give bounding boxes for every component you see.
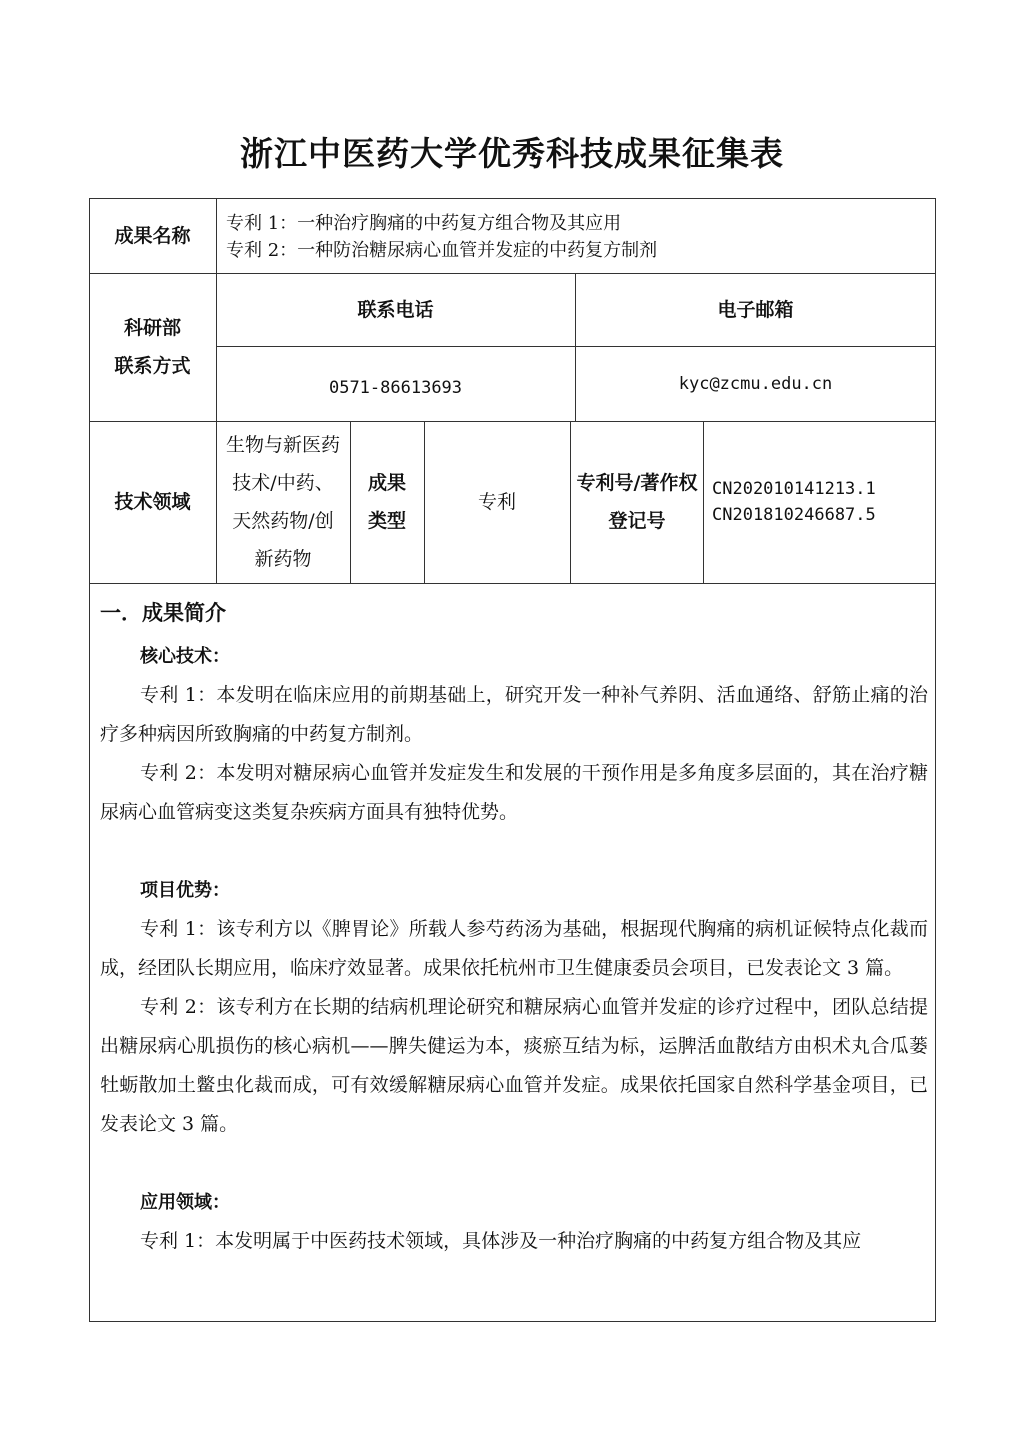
- phone-value: 0571-86613693: [328, 377, 463, 398]
- table-divider: [89, 583, 936, 584]
- table-divider: [703, 421, 704, 583]
- patent-number: CN202010141213.1: [712, 479, 876, 499]
- type-value: 专利: [477, 491, 516, 513]
- field-label: 技术领域: [114, 491, 191, 513]
- table-divider: [570, 421, 571, 583]
- field-value: 生物与新医药技术/中药、天然药物/创新药物: [225, 434, 340, 570]
- table-divider: [350, 421, 351, 583]
- paragraph: 专利 2：本发明对糖尿病心血管并发症发生和发展的干预作用是多角度多层面的，其在治疗糖尿病心血管病变这类复杂疾病方面具有独特优势。: [100, 762, 928, 823]
- paragraph: 专利 1：本发明在临床应用的前期基础上，研究开发一种补气养阴、活血通络、舒筋止痛的治疗多种病因所致胸痛的中药复方制剂。: [100, 684, 928, 745]
- core-heading: 核心技术：: [140, 646, 230, 667]
- type-label: 成果类型: [367, 472, 406, 532]
- page-title: 浙江中医药大学优秀科技成果征集表: [240, 134, 784, 173]
- paragraph: 专利 1：该专利方以《脾胃论》所载人参芍药汤为基础，根据现代胸痛的病机证候特点化裁而成，经团队长期应用，临床疗效显著。成果依托杭州市卫生健康委员会项目，已发表论文 3 篇。: [100, 918, 928, 979]
- application-heading: 应用领域：: [140, 1192, 230, 1213]
- patent-label: 专利号/著作权登记号: [576, 472, 698, 532]
- email-value: kyc@zcmu.edu.cn: [678, 373, 833, 394]
- name-label: 成果名称: [114, 224, 191, 247]
- paragraph: 专利 2：该专利方在长期的结病机理论研究和糖尿病心血管并发症的诊疗过程中，团队总结提出糖尿病心肌损伤的核心病机——脾失健运为本，痰瘀互结为标，运脾活血散结方由枳术丸合瓜蒌牡蛎散加土鳖虫化裁而成，可有效缓解糖尿病心血管并发症。成果依托国家自然科学基金项目，已发表论文 3 篇。: [100, 996, 928, 1135]
- patent-numbers: [712, 421, 930, 583]
- summary-section: [100, 593, 928, 1261]
- patent-number: CN201810246687.5: [712, 505, 876, 525]
- phone-label: 联系电话: [357, 298, 434, 321]
- achievement-names: [226, 210, 657, 264]
- email-label: 电子邮箱: [717, 298, 794, 321]
- section-title: 一．成果简介: [100, 601, 226, 625]
- advantage-heading: 项目优势：: [140, 880, 230, 901]
- contact-label: 科研部 联系方式: [114, 317, 191, 377]
- achievement-name: 专利 1：一种治疗胸痛的中药复方组合物及其应用: [226, 213, 622, 234]
- achievement-name: 专利 2：一种防治糖尿病心血管并发症的中药复方制剂: [226, 240, 658, 261]
- paragraph: 专利 1：本发明属于中医药技术领域，具体涉及一种治疗胸痛的中药复方组合物及其应: [140, 1230, 862, 1252]
